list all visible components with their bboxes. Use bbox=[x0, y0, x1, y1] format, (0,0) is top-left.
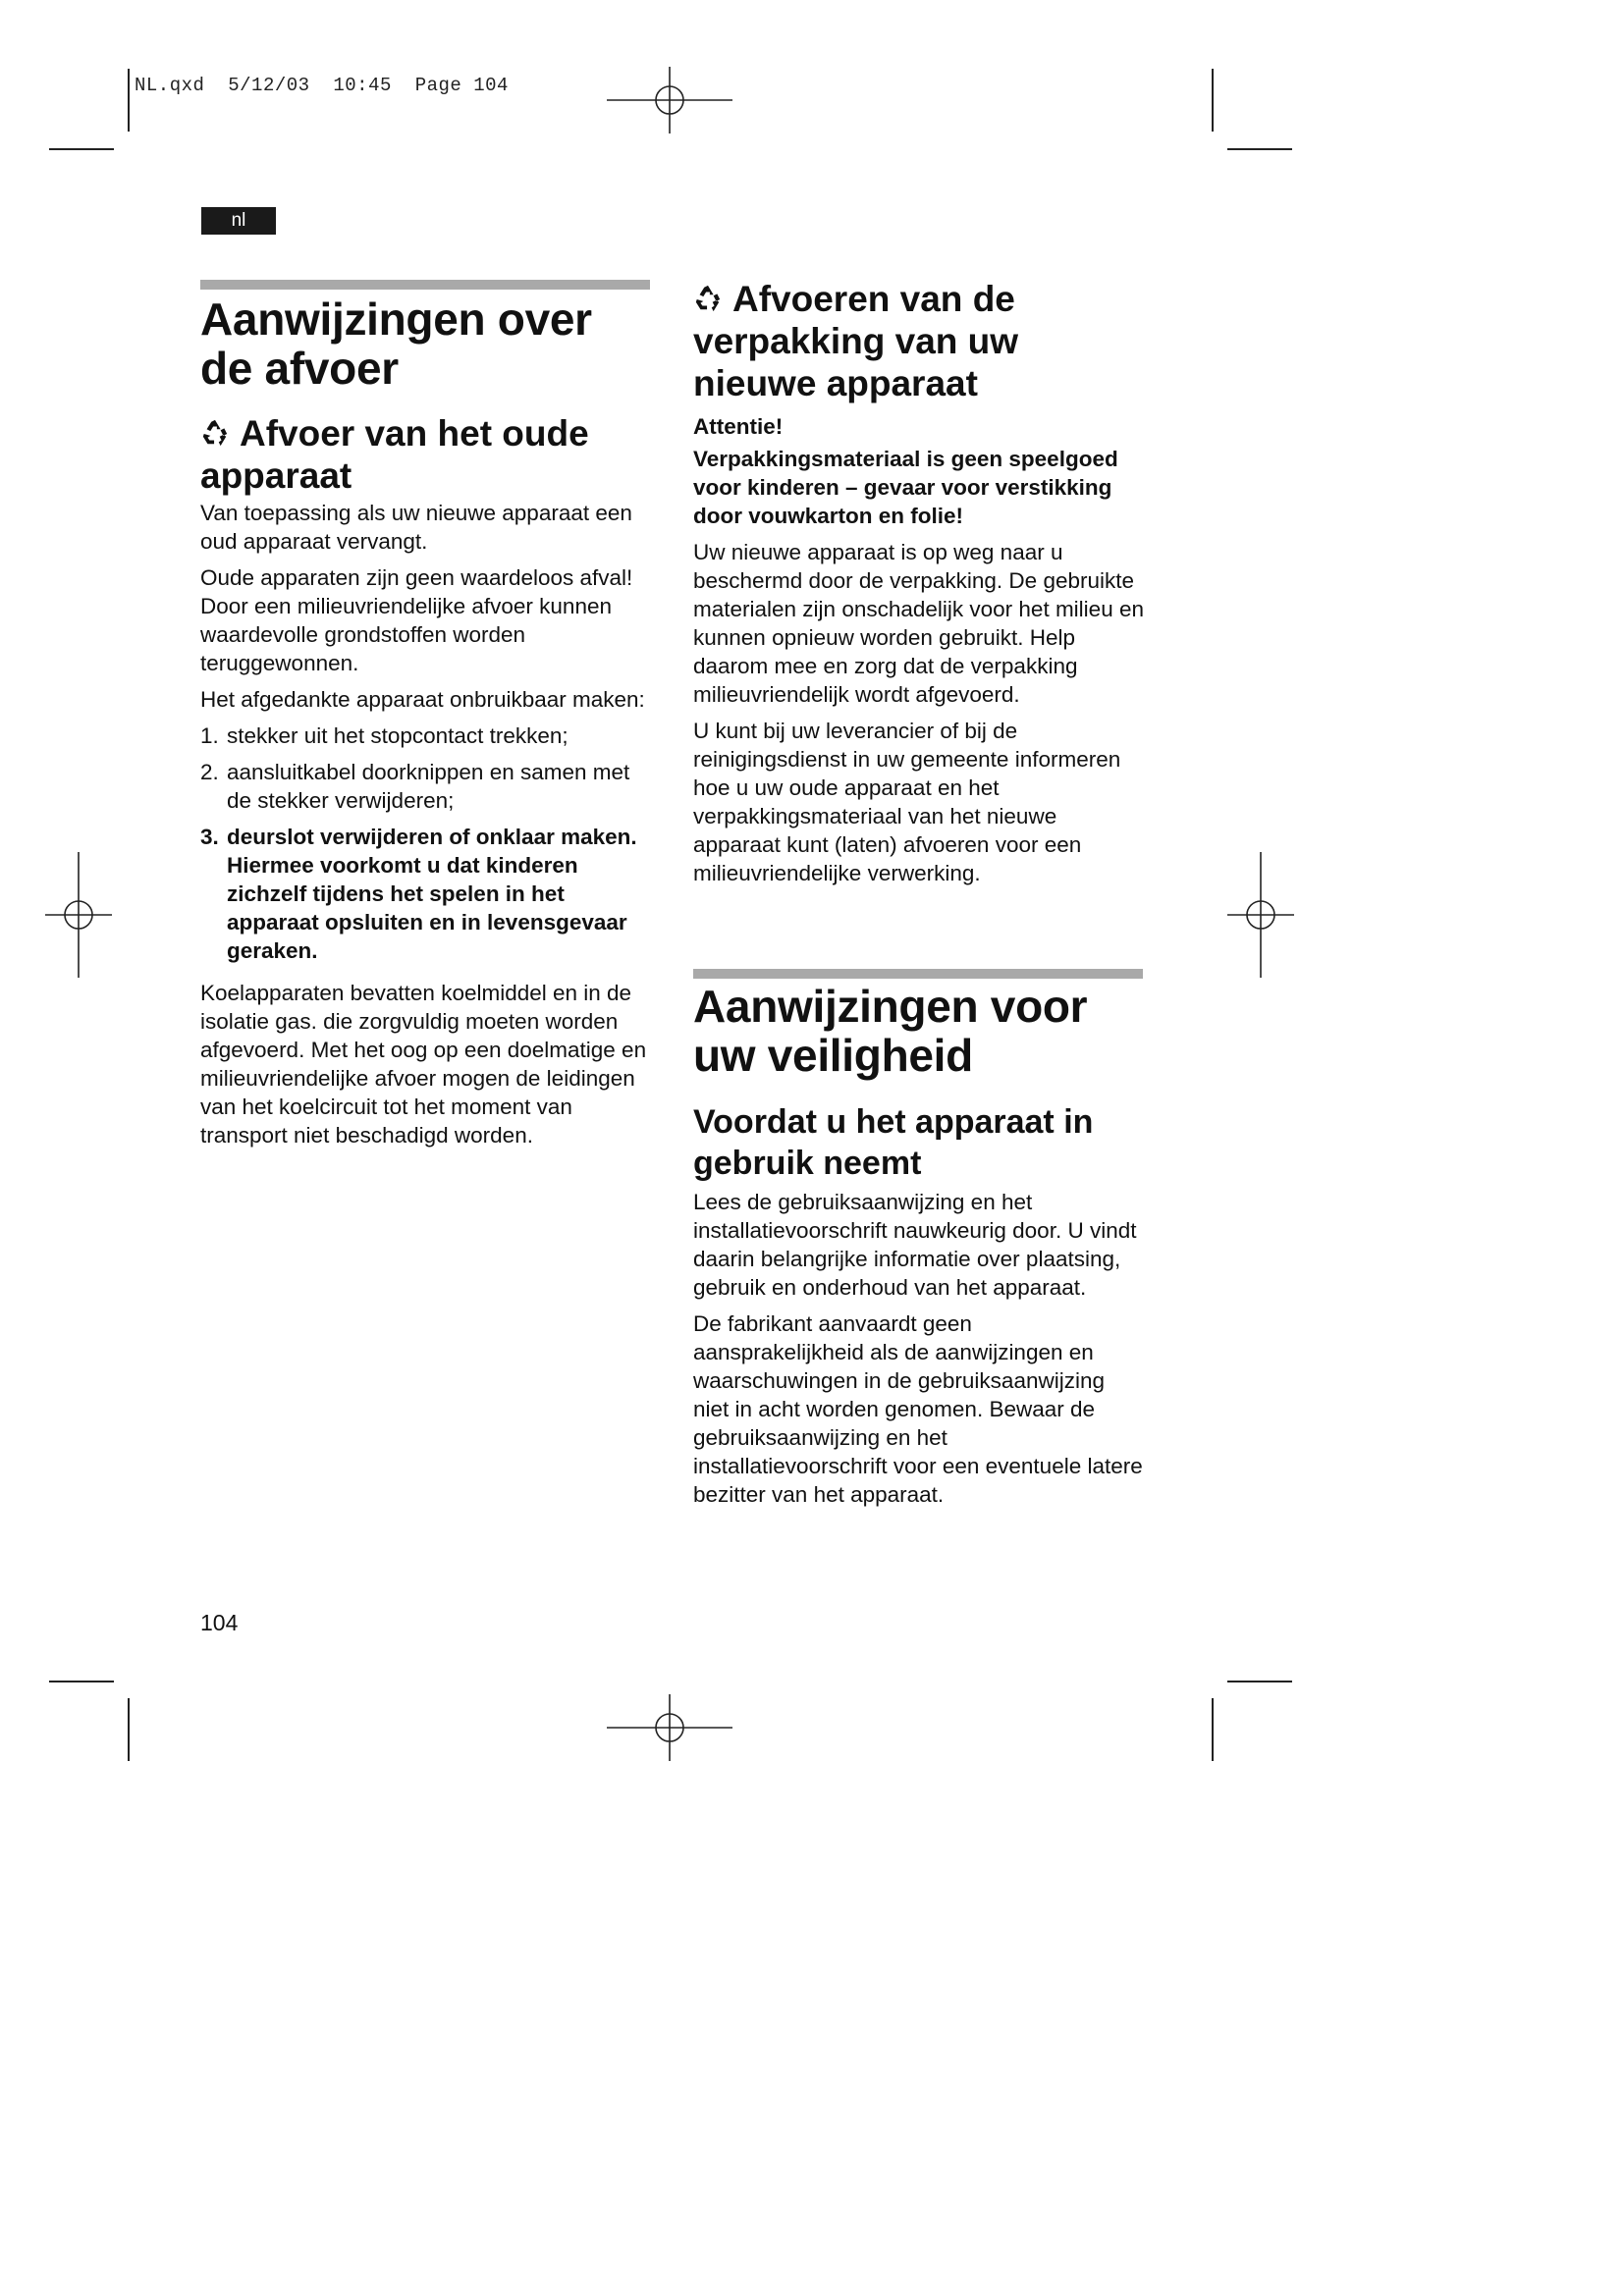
step-number: 2. bbox=[200, 760, 219, 784]
crop-mark bbox=[1227, 148, 1292, 150]
step-number: 3. bbox=[200, 825, 219, 849]
print-slug bbox=[135, 75, 509, 96]
crop-mark bbox=[49, 1681, 114, 1682]
packaging-warning: Verpakkingsmateriaal is geen speelgoed voor kinderen – gevaar voor verstikking door vouwkarton en folie! bbox=[693, 447, 1118, 528]
slug-page: Page 104 bbox=[414, 75, 509, 96]
left-paragraph: Het afgedankte apparaat onbruikbaar maken: bbox=[200, 687, 645, 712]
step-text: deurslot verwijderen of onklaar maken. Hiermee voorkomt u dat kinderen zichzelf tijdens het spelen in het apparaat opsluiten en in levensgevaar geraken. bbox=[227, 825, 637, 963]
slug-time: 10:45 bbox=[333, 75, 392, 96]
left-subtitle-block bbox=[200, 412, 652, 497]
safety-subtitle: Voordat u het apparaat in gebruik neemt bbox=[693, 1103, 1094, 1182]
crop-mark bbox=[128, 1698, 130, 1761]
safety-paragraph: De fabrikant aanvaardt geen aansprakelijkheid als de aanwijzingen en waarschuwingen in de gebruiksaanwijzing niet in acht worden genomen. Bewaar de gebruiksaanwijzing en het installatievoorschrift voor een eventuele latere bezitter van het apparaat. bbox=[693, 1311, 1143, 1507]
safety-title: Aanwijzingen voor uw veiligheid bbox=[693, 981, 1088, 1081]
step-number: 1. bbox=[200, 723, 219, 748]
registration-mark-top bbox=[607, 67, 732, 133]
recycle-icon bbox=[200, 418, 230, 448]
left-title: Aanwijzingen over de afvoer bbox=[200, 294, 592, 394]
crop-mark bbox=[1212, 1698, 1214, 1761]
step-text: aansluitkabel doorknippen en samen met de stekker verwijderen; bbox=[227, 760, 630, 813]
right-top-title: Afvoeren van de verpakking van uw nieuwe apparaat bbox=[693, 279, 1019, 403]
slug-date: 5/12/03 bbox=[228, 75, 310, 96]
slug-file: NL.qxd bbox=[135, 75, 205, 96]
list-item bbox=[200, 823, 652, 965]
safety-paragraph: Lees de gebruiksaanwijzing en het installatievoorschrift nauwkeurig door. U vindt daarin belangrijke informatie over plaatsing, gebruik en onderhoud van het apparaat. bbox=[693, 1190, 1137, 1300]
crop-mark bbox=[1227, 1681, 1292, 1682]
page-number: 104 bbox=[200, 1610, 239, 1635]
right-top-section bbox=[693, 278, 1145, 895]
step-text: stekker uit het stopcontact trekken; bbox=[227, 723, 568, 748]
list-item bbox=[200, 721, 652, 750]
left-subtitle: Afvoer van het oude apparaat bbox=[200, 413, 589, 496]
section-bar-right bbox=[693, 969, 1143, 979]
registration-mark-bottom bbox=[607, 1694, 732, 1761]
right-top-title-block bbox=[693, 278, 1145, 404]
right-top-paragraph: U kunt bij uw leverancier of bij de reinigingsdienst in uw gemeente informeren hoe u uw oude apparaat en het verpakkingsmateriaal van het nieuwe apparaat kunt (laten) afvoeren voor een milieuvriendelijke verwerking. bbox=[693, 719, 1121, 885]
registration-mark-right bbox=[1227, 852, 1294, 978]
crop-mark bbox=[128, 69, 130, 132]
right-bottom-section bbox=[693, 982, 1145, 1517]
left-closing-paragraph: Koelapparaten bevatten koelmiddel en in de isolatie gas. die zorgvuldig moeten worden afgevoerd. Met het oog op een doelmatige en milieuvriendelijke afvoer mogen de leidingen van het koelcircuit tot het moment van transport niet beschadigd worden. bbox=[200, 981, 647, 1148]
list-item bbox=[200, 758, 652, 815]
language-tab: nl bbox=[201, 207, 276, 235]
disposal-steps bbox=[200, 721, 652, 965]
section-bar-left bbox=[200, 280, 650, 290]
recycle-icon bbox=[693, 284, 723, 313]
left-column bbox=[200, 294, 652, 1157]
left-paragraph: Oude apparaten zijn geen waardeloos afval! Door een milieuvriendelijke afvoer kunnen waardevolle grondstoffen worden teruggewonnen. bbox=[200, 565, 633, 675]
crop-mark bbox=[49, 148, 114, 150]
left-paragraph: Van toepassing als uw nieuwe apparaat een oud apparaat vervangt. bbox=[200, 501, 632, 554]
crop-mark bbox=[1212, 69, 1214, 132]
right-top-paragraph: Uw nieuwe apparaat is op weg naar u beschermd door de verpakking. De gebruikte materialen zijn onschadelijk voor het milieu en kunnen opnieuw worden gebruikt. Help daarom mee en zorg dat de verpakking milieuvriendelijk wordt afgevoerd. bbox=[693, 540, 1144, 707]
attention-label: Attentie! bbox=[693, 414, 784, 439]
registration-mark-left bbox=[45, 852, 112, 978]
